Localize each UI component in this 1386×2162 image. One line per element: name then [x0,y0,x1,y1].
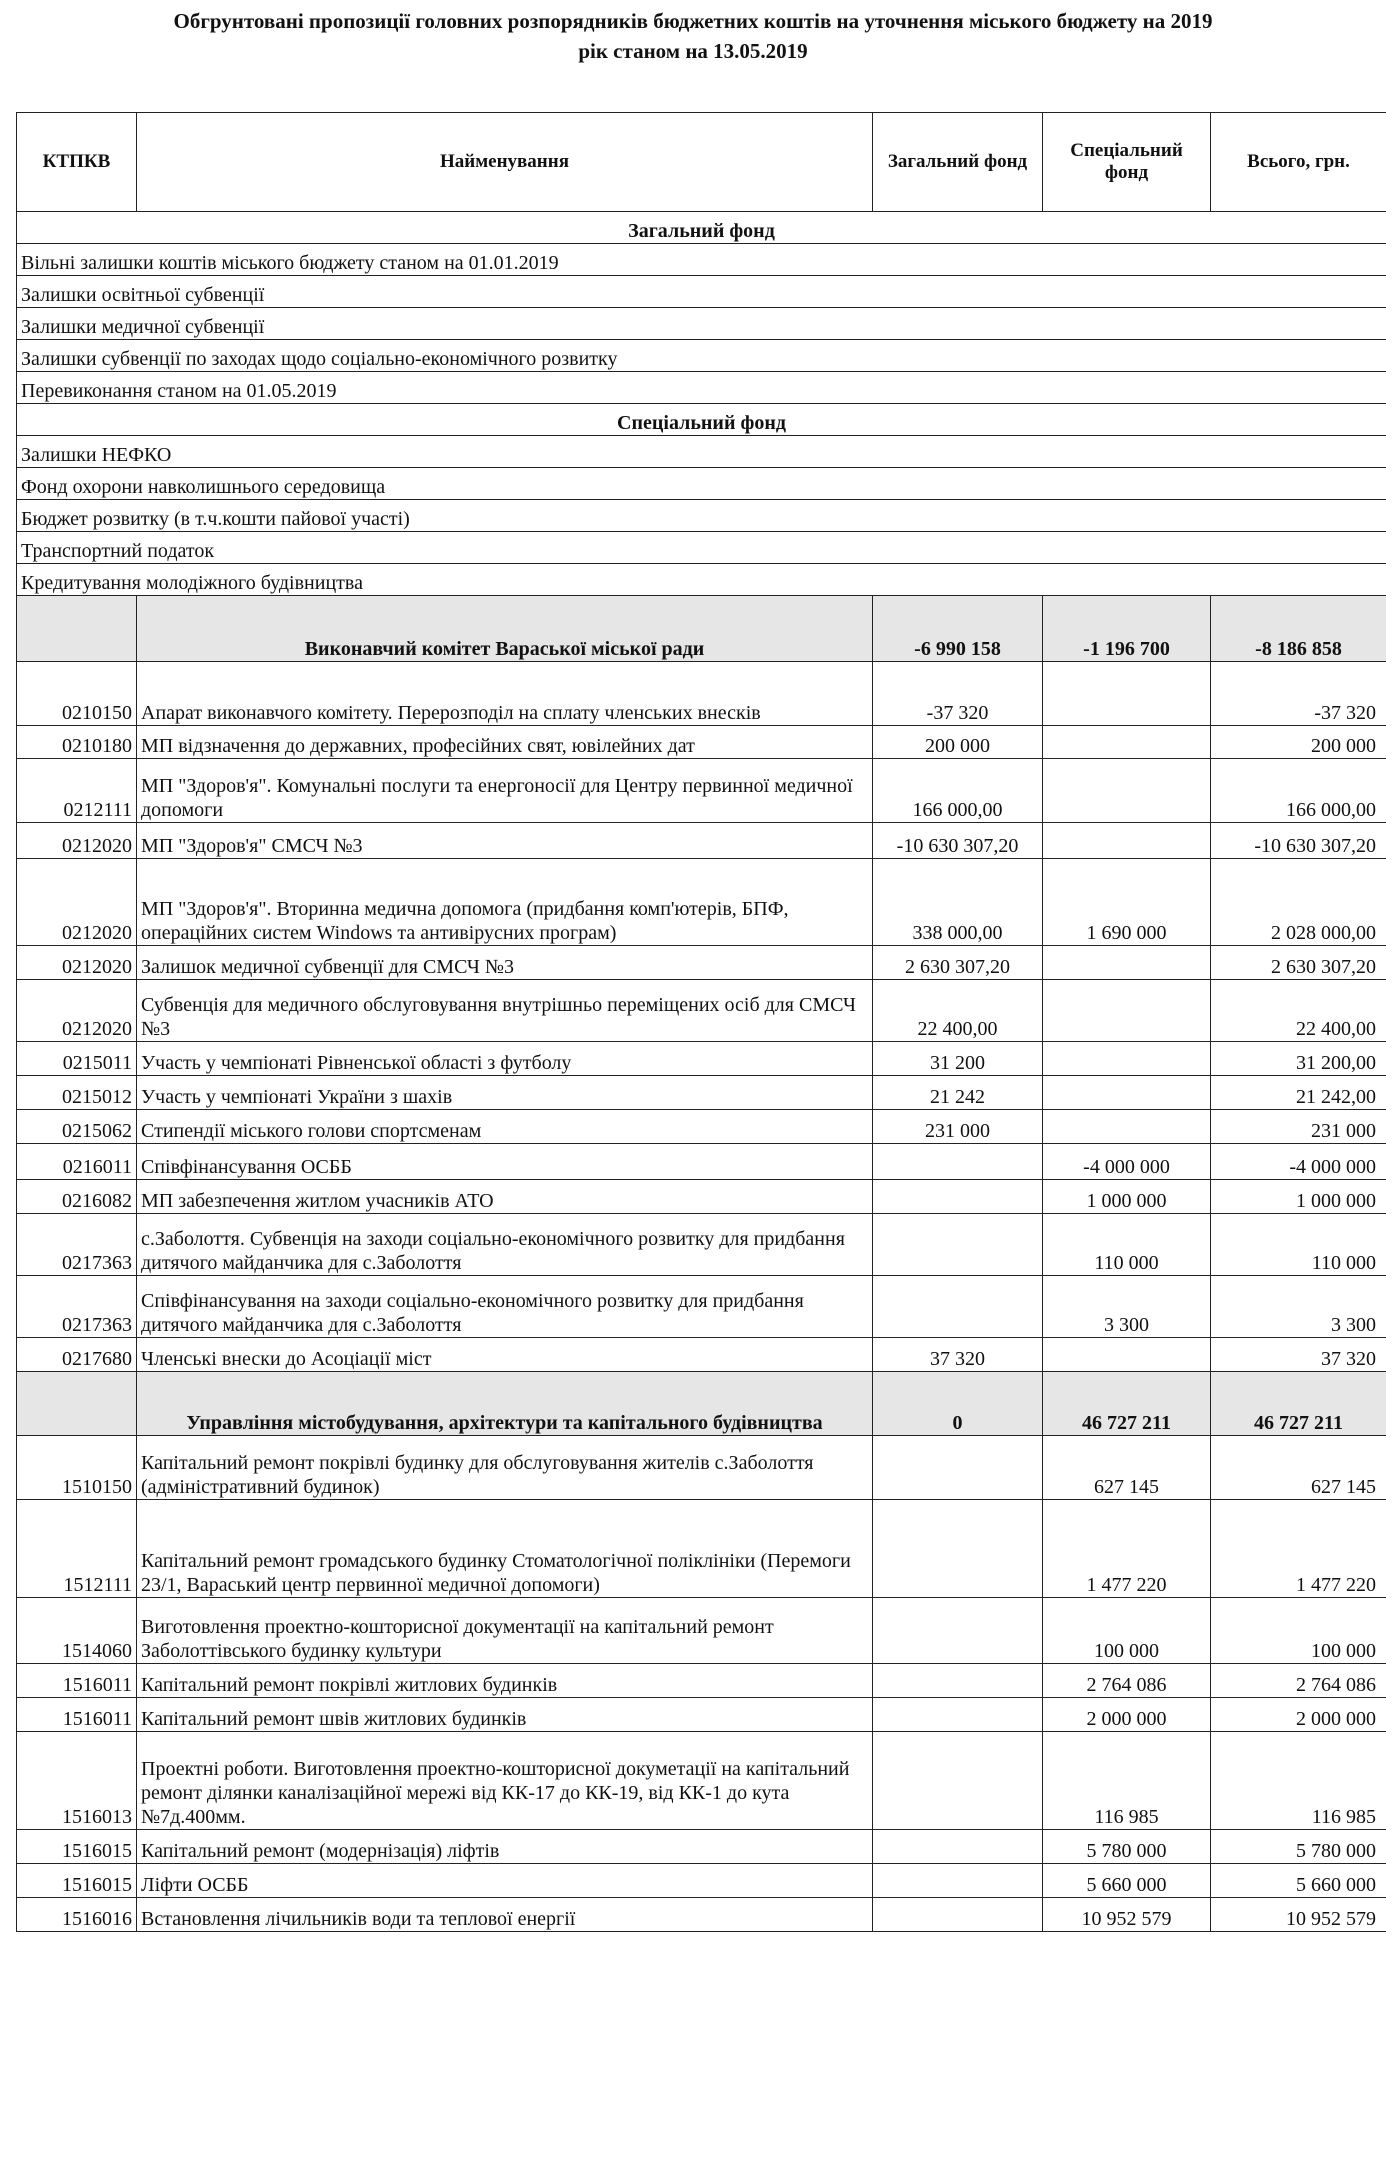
table-row [17,1732,1386,1830]
general-fund-amount [873,1436,1043,1500]
program-name: Залишок медичної субвенції для СМСЧ №3 [137,946,873,980]
source-row [17,564,1386,596]
budget-table [16,112,1386,1932]
source-row-label: Бюджет розвитку (в т.ч.кошти пайової участі) [17,500,1386,532]
program-code: 0210150 [17,662,137,726]
general-fund-amount: 338 000,00 [873,859,1043,946]
special-fund-amount [1043,726,1211,759]
header-name: Найменування [137,113,873,212]
page-title [0,6,1386,66]
source-row-label: Фонд охорони навколишнього середовища [17,468,1386,500]
program-code: 1516016 [17,1898,137,1932]
program-code: 0212020 [17,823,137,859]
total-amount: 2 630 307,20 [1211,946,1386,980]
general-fund-amount: 231 000 [873,1110,1043,1144]
source-row [17,372,1386,404]
group-name: Виконавчий комітет Вараської міської ради [137,596,873,662]
special-fund-amount: 2 000 000 [1043,1698,1211,1732]
source-row [17,500,1386,532]
special-fund-amount: 1 690 000 [1043,859,1211,946]
general-fund-amount: 2 630 307,20 [873,946,1043,980]
total-amount: 10 952 579 [1211,1898,1386,1932]
source-row-label: Кредитування молодіжного будівництва [17,564,1386,596]
program-code: 1516015 [17,1830,137,1864]
program-name: Проектні роботи. Виготовлення проектно-кошторисної докуметації на капітальний ремонт ділянки каналізаційної мережі від КК-17 до КК-19, від КК-1 до кута №7д.400мм. [137,1732,873,1830]
section-heading-special [17,404,1386,436]
table-row [17,1698,1386,1732]
special-fund-amount: 110 000 [1043,1214,1211,1276]
general-fund-amount [873,1500,1043,1598]
general-fund-amount: 31 200 [873,1042,1043,1076]
total-amount: 5 660 000 [1211,1864,1386,1898]
group-total: -8 186 858 [1211,596,1386,662]
program-name: МП "Здоров'я". Комунальні послуги та енергоносії для Центру первинної медичної допомоги [137,759,873,823]
program-name: Апарат виконавчого комітету. Перерозподіл на сплату членських внесків [137,662,873,726]
special-fund-amount: 100 000 [1043,1598,1211,1664]
program-code: 0215062 [17,1110,137,1144]
program-code: 0212020 [17,946,137,980]
table-row [17,1500,1386,1598]
special-fund-amount [1043,662,1211,726]
program-name: МП відзначення до державних, професійних свят, ювілейних дат [137,726,873,759]
table-row [17,726,1386,759]
special-fund-amount: 10 952 579 [1043,1898,1211,1932]
program-name: МП "Здоров'я". Вторинна медична допомога (придбання комп'ютерів, БПФ, операційних систем Windows та антивірусних програм) [137,859,873,946]
table-row [17,946,1386,980]
program-name: Капітальний ремонт покрівлі будинку для обслуговування жителів с.Заболоття (адміністративний будинок) [137,1436,873,1500]
table-row [17,1110,1386,1144]
program-name: Участь у чемпіонаті Рівненської області з футболу [137,1042,873,1076]
table-row [17,980,1386,1042]
program-name: Виготовлення проектно-кошторисної документації на капітальний ремонт Заболоттівського будинку культури [137,1598,873,1664]
special-fund-amount [1043,759,1211,823]
program-code: 0217363 [17,1276,137,1338]
table-row [17,1076,1386,1110]
general-fund-amount: 37 320 [873,1338,1043,1372]
group-code-cell [17,596,137,662]
header-general-fund: Загальний фонд [873,113,1043,212]
general-fund-amount [873,1898,1043,1932]
general-fund-amount [873,1732,1043,1830]
total-amount: 166 000,00 [1211,759,1386,823]
program-code: 1516015 [17,1864,137,1898]
special-fund-amount: 627 145 [1043,1436,1211,1500]
special-fund-amount: 5 660 000 [1043,1864,1211,1898]
program-code: 0212020 [17,980,137,1042]
special-fund-amount [1043,1110,1211,1144]
section-heading-general [17,212,1386,244]
department-group-row [17,596,1386,662]
general-fund-amount [873,1144,1043,1180]
total-amount: -37 320 [1211,662,1386,726]
program-code: 0216011 [17,1144,137,1180]
general-fund-amount [873,1864,1043,1898]
special-fund-amount: 3 300 [1043,1276,1211,1338]
general-fund-amount: -37 320 [873,662,1043,726]
total-amount: 110 000 [1211,1214,1386,1276]
program-code: 0210180 [17,726,137,759]
table-row [17,1664,1386,1698]
source-row-label: Залишки медичної субвенції [17,308,1386,340]
program-code: 0216082 [17,1180,137,1214]
source-row-label: Залишки освітньої субвенції [17,276,1386,308]
program-code: 1516011 [17,1664,137,1698]
source-row [17,436,1386,468]
total-amount: 3 300 [1211,1276,1386,1338]
source-row [17,276,1386,308]
total-amount: 22 400,00 [1211,980,1386,1042]
source-row-label: Залишки субвенції по заходах щодо соціально-економічного розвитку [17,340,1386,372]
table-row [17,1864,1386,1898]
program-code: 0215011 [17,1042,137,1076]
table-row [17,1436,1386,1500]
table-row [17,1898,1386,1932]
table-row [17,1830,1386,1864]
program-name: Капітальний ремонт (модернізація) ліфтів [137,1830,873,1864]
header-total: Всього, грн. [1211,113,1386,212]
special-fund-amount [1043,980,1211,1042]
group-code-cell [17,1372,137,1436]
source-row [17,244,1386,276]
program-code: 1516011 [17,1698,137,1732]
source-row-label: Транспортний податок [17,532,1386,564]
program-name: Стипендії міського голови спортсменам [137,1110,873,1144]
total-amount: -4 000 000 [1211,1144,1386,1180]
program-code: 0212111 [17,759,137,823]
general-fund-amount [873,1276,1043,1338]
program-code: 1510150 [17,1436,137,1500]
table-row [17,1598,1386,1664]
header-row [17,113,1386,212]
special-fund-amount: 2 764 086 [1043,1664,1211,1698]
special-fund-amount [1043,823,1211,859]
source-row-label: Перевиконання станом на 01.05.2019 [17,372,1386,404]
program-name: Капітальний ремонт швів житлових будинків [137,1698,873,1732]
source-row-label: Залишки НЕФКО [17,436,1386,468]
general-fund-amount [873,1698,1043,1732]
header-special-fund: Спеціальний фонд [1043,113,1211,212]
total-amount: 1 477 220 [1211,1500,1386,1598]
total-amount: 31 200,00 [1211,1042,1386,1076]
source-row [17,308,1386,340]
special-fund-amount [1043,1042,1211,1076]
program-name: Співфінансування ОСББ [137,1144,873,1180]
source-row [17,532,1386,564]
program-name: Встановлення лічильників води та теплової енергії [137,1898,873,1932]
program-code: 0212020 [17,859,137,946]
special-fund-amount: 1 000 000 [1043,1180,1211,1214]
table-row [17,1144,1386,1180]
total-amount: 1 000 000 [1211,1180,1386,1214]
special-fund-amount: 5 780 000 [1043,1830,1211,1864]
program-name: Капітальний ремонт покрівлі житлових будинків [137,1664,873,1698]
general-fund-amount [873,1214,1043,1276]
table-row [17,1214,1386,1276]
total-amount: -10 630 307,20 [1211,823,1386,859]
header-code: КТПКВ [17,113,137,212]
special-fund-amount: 1 477 220 [1043,1500,1211,1598]
total-amount: 231 000 [1211,1110,1386,1144]
general-fund-amount [873,1830,1043,1864]
section-heading-label: Спеціальний фонд [17,404,1386,436]
program-code: 0217363 [17,1214,137,1276]
table-row [17,1276,1386,1338]
program-name: Членські внески до Асоціації міст [137,1338,873,1372]
table-row [17,1338,1386,1372]
program-name: с.Заболоття. Субвенція на заходи соціально-економічного розвитку для придбання дитячого майданчика для с.Заболоття [137,1214,873,1276]
program-name: Ліфти ОСББ [137,1864,873,1898]
table-row [17,859,1386,946]
general-fund-amount: 200 000 [873,726,1043,759]
source-row [17,340,1386,372]
program-name: Субвенція для медичного обслуговування внутрішньо переміщених осіб для СМСЧ №3 [137,980,873,1042]
total-amount: 21 242,00 [1211,1076,1386,1110]
group-total: 46 727 211 [1211,1372,1386,1436]
group-special-fund: -1 196 700 [1043,596,1211,662]
section-heading-label: Загальний фонд [17,212,1386,244]
group-name: Управління містобудування, архітектури та капітального будівництва [137,1372,873,1436]
table-row [17,759,1386,823]
total-amount: 37 320 [1211,1338,1386,1372]
program-name: МП забезпечення житлом учасників АТО [137,1180,873,1214]
total-amount: 5 780 000 [1211,1830,1386,1864]
group-general-fund: 0 [873,1372,1043,1436]
table-row [17,1180,1386,1214]
general-fund-amount: 21 242 [873,1076,1043,1110]
program-name: Капітальний ремонт громадського будинку Стоматологічної поліклініки (Перемоги 23/1, Вараський центр первинної медичної допомоги) [137,1500,873,1598]
general-fund-amount [873,1598,1043,1664]
special-fund-amount: -4 000 000 [1043,1144,1211,1180]
general-fund-amount: 22 400,00 [873,980,1043,1042]
total-amount: 116 985 [1211,1732,1386,1830]
total-amount: 2 028 000,00 [1211,859,1386,946]
table-row [17,662,1386,726]
total-amount: 100 000 [1211,1598,1386,1664]
special-fund-amount [1043,1076,1211,1110]
general-fund-amount [873,1664,1043,1698]
total-amount: 2 764 086 [1211,1664,1386,1698]
general-fund-amount [873,1180,1043,1214]
title-line-1: Обгрунтовані пропозиції головних розпорядників бюджетних коштів на уточнення міського бюджету на 2019 [173,9,1213,33]
program-code: 0217680 [17,1338,137,1372]
program-name: МП "Здоров'я" СМСЧ №3 [137,823,873,859]
group-general-fund: -6 990 158 [873,596,1043,662]
table-row [17,823,1386,859]
title-line-2: рік станом на 13.05.2019 [578,39,808,63]
special-fund-amount [1043,946,1211,980]
special-fund-amount: 116 985 [1043,1732,1211,1830]
program-code: 1512111 [17,1500,137,1598]
total-amount: 200 000 [1211,726,1386,759]
group-special-fund: 46 727 211 [1043,1372,1211,1436]
source-row [17,468,1386,500]
program-code: 1514060 [17,1598,137,1664]
department-group-row [17,1372,1386,1436]
program-name: Співфінансування на заходи соціально-економічного розвитку для придбання дитячого майданчика для с.Заболоття [137,1276,873,1338]
total-amount: 2 000 000 [1211,1698,1386,1732]
source-row-label: Вільні залишки коштів міського бюджету станом на 01.01.2019 [17,244,1386,276]
general-fund-amount: -10 630 307,20 [873,823,1043,859]
total-amount: 627 145 [1211,1436,1386,1500]
special-fund-amount [1043,1338,1211,1372]
program-code: 0215012 [17,1076,137,1110]
table-row [17,1042,1386,1076]
program-code: 1516013 [17,1732,137,1830]
program-name: Участь у чемпіонаті України з шахів [137,1076,873,1110]
general-fund-amount: 166 000,00 [873,759,1043,823]
